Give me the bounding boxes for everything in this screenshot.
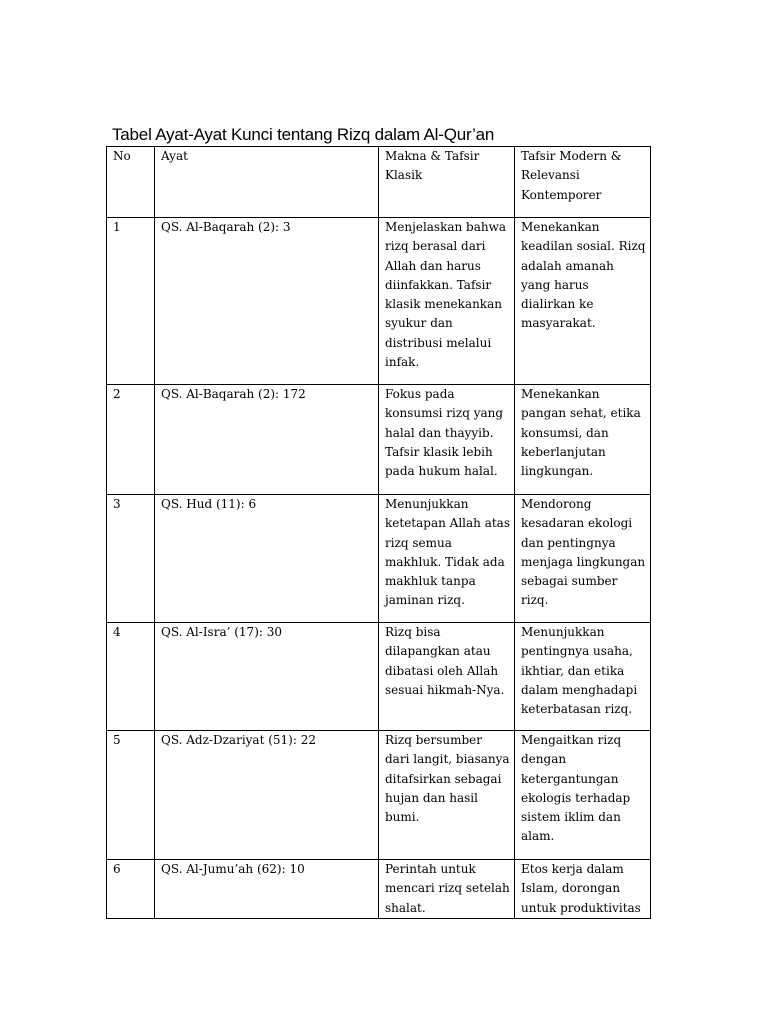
header-no: No — [107, 147, 155, 218]
cell-no: 2 — [107, 385, 155, 495]
header-ayat: Ayat — [155, 147, 379, 218]
cell-makna: Rizq bisa dilapangkan atau dibatasi oleh Allah sesuai hikmah-Nya. — [379, 623, 515, 731]
cell-ayat: QS. Al-Isra’ (17): 30 — [155, 623, 379, 731]
header-makna: Makna & Tafsir Klasik — [379, 147, 515, 218]
cell-tafsir: Mengaitkan rizq dengan ketergantungan ekologis terhadap sistem iklim dan alam. — [515, 731, 651, 860]
cell-ayat: QS. Al-Baqarah (2): 172 — [155, 385, 379, 495]
cell-no: 5 — [107, 731, 155, 860]
cell-tafsir: Mendorong kesadaran ekologi dan pentingnya menjaga lingkungan sebagai sumber rizq. — [515, 495, 651, 623]
table-row — [107, 731, 651, 860]
cell-tafsir: Menunjukkan pentingnya usaha, ikhtiar, dan etika dalam menghadapi keterbatasan rizq. — [515, 623, 651, 731]
table-title: Tabel Ayat-Ayat Kunci tentang Rizq dalam Al-Qur’an — [112, 125, 495, 144]
cell-makna: Perintah untuk mencari rizq setelah shalat. — [379, 860, 515, 919]
cell-no: 4 — [107, 623, 155, 731]
cell-makna: Fokus pada konsumsi rizq yang halal dan thayyib. Tafsir klasik lebih pada hukum halal. — [379, 385, 515, 495]
table-row — [107, 495, 651, 623]
cell-ayat: QS. Adz-Dzariyat (51): 22 — [155, 731, 379, 860]
cell-makna: Menjelaskan bahwa rizq berasal dari Allah dan harus diinfakkan. Tafsir klasik menekankan syukur dan distribusi melalui infak. — [379, 218, 515, 385]
table-row — [107, 860, 651, 919]
cell-no: 3 — [107, 495, 155, 623]
cell-makna: Rizq bersumber dari langit, biasanya ditafsirkan sebagai hujan dan hasil bumi. — [379, 731, 515, 860]
cell-tafsir: Menekankan keadilan sosial. Rizq adalah amanah yang harus dialirkan ke masyarakat. — [515, 218, 651, 385]
rizq-verses-table — [106, 146, 651, 919]
cell-tafsir: Etos kerja dalam Islam, dorongan untuk produktivitas — [515, 860, 651, 919]
table-row — [107, 623, 651, 731]
cell-no: 6 — [107, 860, 155, 919]
cell-tafsir: Menekankan pangan sehat, etika konsumsi, dan keberlanjutan lingkungan. — [515, 385, 651, 495]
table-row — [107, 385, 651, 495]
cell-ayat: QS. Al-Jumu’ah (62): 10 — [155, 860, 379, 919]
cell-ayat: QS. Hud (11): 6 — [155, 495, 379, 623]
cell-no: 1 — [107, 218, 155, 385]
table-row — [107, 218, 651, 385]
table-header-row — [107, 147, 651, 218]
header-tafsir: Tafsir Modern & Relevansi Kontemporer — [515, 147, 651, 218]
cell-makna: Menunjukkan ketetapan Allah atas rizq semua makhluk. Tidak ada makhluk tanpa jaminan rizq. — [379, 495, 515, 623]
cell-ayat: QS. Al-Baqarah (2): 3 — [155, 218, 379, 385]
